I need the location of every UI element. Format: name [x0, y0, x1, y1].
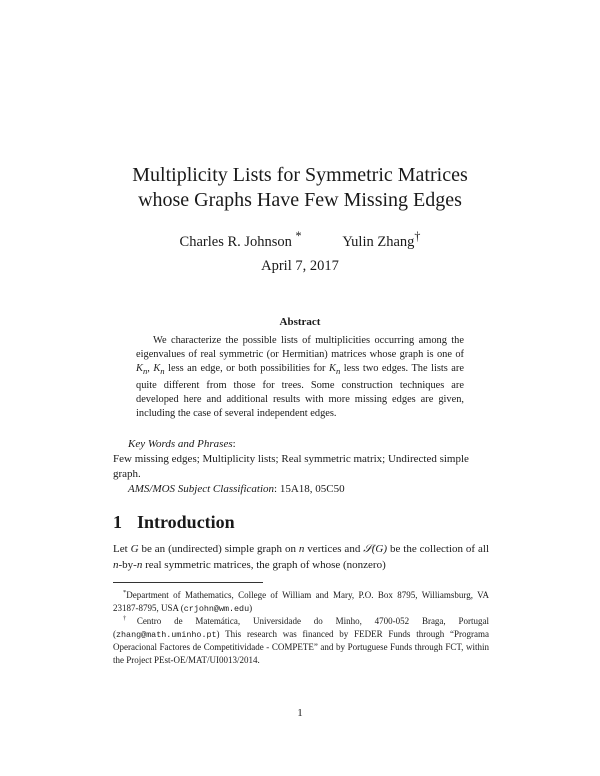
- msc-label: AMS/MOS Subject Classification: [128, 483, 275, 495]
- footnote-mark: *: [123, 589, 127, 596]
- author-name: Charles R. Johnson: [179, 233, 292, 250]
- intro-text: Let: [113, 543, 131, 555]
- title-line-1: Multiplicity Lists for Symmetric Matrices: [132, 164, 468, 186]
- abstract-text: less two edges. The lists are quite different from those for trees. Some construction techniques are developed here and additional results with more missing edges are given, including the case of several independent edges.: [136, 363, 464, 420]
- intro-text: be an (undirected) simple graph on: [138, 543, 299, 555]
- author-name: Yulin Zhang: [342, 233, 415, 250]
- title-line-2: whose Graphs Have Few Missing Edges: [138, 189, 462, 211]
- paper-title: [0, 163, 600, 213]
- keywords-label: Key Words and Phrases: [128, 438, 233, 450]
- intro-text: vertices and: [304, 543, 364, 555]
- abstract-body: [136, 334, 464, 421]
- math-K: K: [136, 363, 143, 375]
- math-G: G: [130, 543, 139, 555]
- intro-text: real symmetric matrices, the graph of whose (nonzero): [142, 558, 386, 571]
- footnote-email: zhang@math.uminho.pt: [116, 629, 217, 640]
- footnote-text: Centro de Matemática, Universidade do Minho, 4700-052 Braga, Portugal (: [113, 616, 489, 639]
- math-sub-n: n: [335, 366, 341, 377]
- author-list: [0, 229, 600, 251]
- math-n: n: [136, 558, 143, 571]
- math-SG: 𝒮(G): [363, 543, 388, 555]
- math-sub-n: n: [142, 366, 148, 377]
- math-K: K: [329, 363, 336, 375]
- paper-date: April 7, 2017: [261, 258, 339, 274]
- intro-paragraph: [113, 542, 489, 573]
- footnote-text: ): [249, 602, 253, 613]
- math-sub-n: n: [160, 366, 165, 377]
- footnote-mark: †: [123, 615, 137, 622]
- author-footnote-mark: †: [414, 229, 421, 243]
- footnote-rule: [113, 582, 263, 583]
- msc-suffix: :: [274, 483, 280, 495]
- footnote-2: [113, 613, 489, 666]
- section-title: Introduction: [137, 512, 235, 532]
- page-number: 1: [297, 707, 303, 719]
- keywords-text: Few missing edges; Multiplicity lists; Real symmetric matrix; Undirected simple graph.: [113, 453, 469, 480]
- math-K: K: [153, 363, 161, 375]
- math-n: n: [113, 558, 119, 571]
- intro-text: be the collection of all: [387, 543, 490, 555]
- footnote-text: Department of Mathematics, College of William and Mary, P.O. Box 8795, Williamsburg, VA 23187-8795, USA (: [113, 590, 489, 613]
- abstract-heading: Abstract: [279, 316, 321, 328]
- footnote-email: crjohn@wm.edu: [183, 603, 250, 614]
- abstract-text: ,: [147, 363, 154, 375]
- section-number: 1: [113, 512, 122, 532]
- footnote-text: ) This research was financed by FEDER Funds through “Programa Operacional Factores de Competitividade - COMPETE” and by Portuguese Funds through FCT, within the Project PEst-OE/MAT/UI0013/2014.: [113, 628, 489, 665]
- section-heading: [113, 512, 235, 533]
- abstract-text: We characterize the possible lists of multiplicities occurring among the eigenvalues of real symmetric (or Hermitian) matrices whose graph is one of: [136, 335, 464, 361]
- author-footnote-mark: *: [295, 229, 302, 243]
- keywords-label-suffix: :: [232, 438, 236, 450]
- footnote-1: [113, 587, 489, 615]
- keywords-block: [113, 437, 489, 497]
- abstract-text: less an edge, or both possibilities for: [164, 363, 329, 375]
- math-n: n: [298, 543, 305, 555]
- msc-value: 15A18, 05C50: [279, 483, 345, 495]
- intro-text: -by-: [118, 558, 137, 571]
